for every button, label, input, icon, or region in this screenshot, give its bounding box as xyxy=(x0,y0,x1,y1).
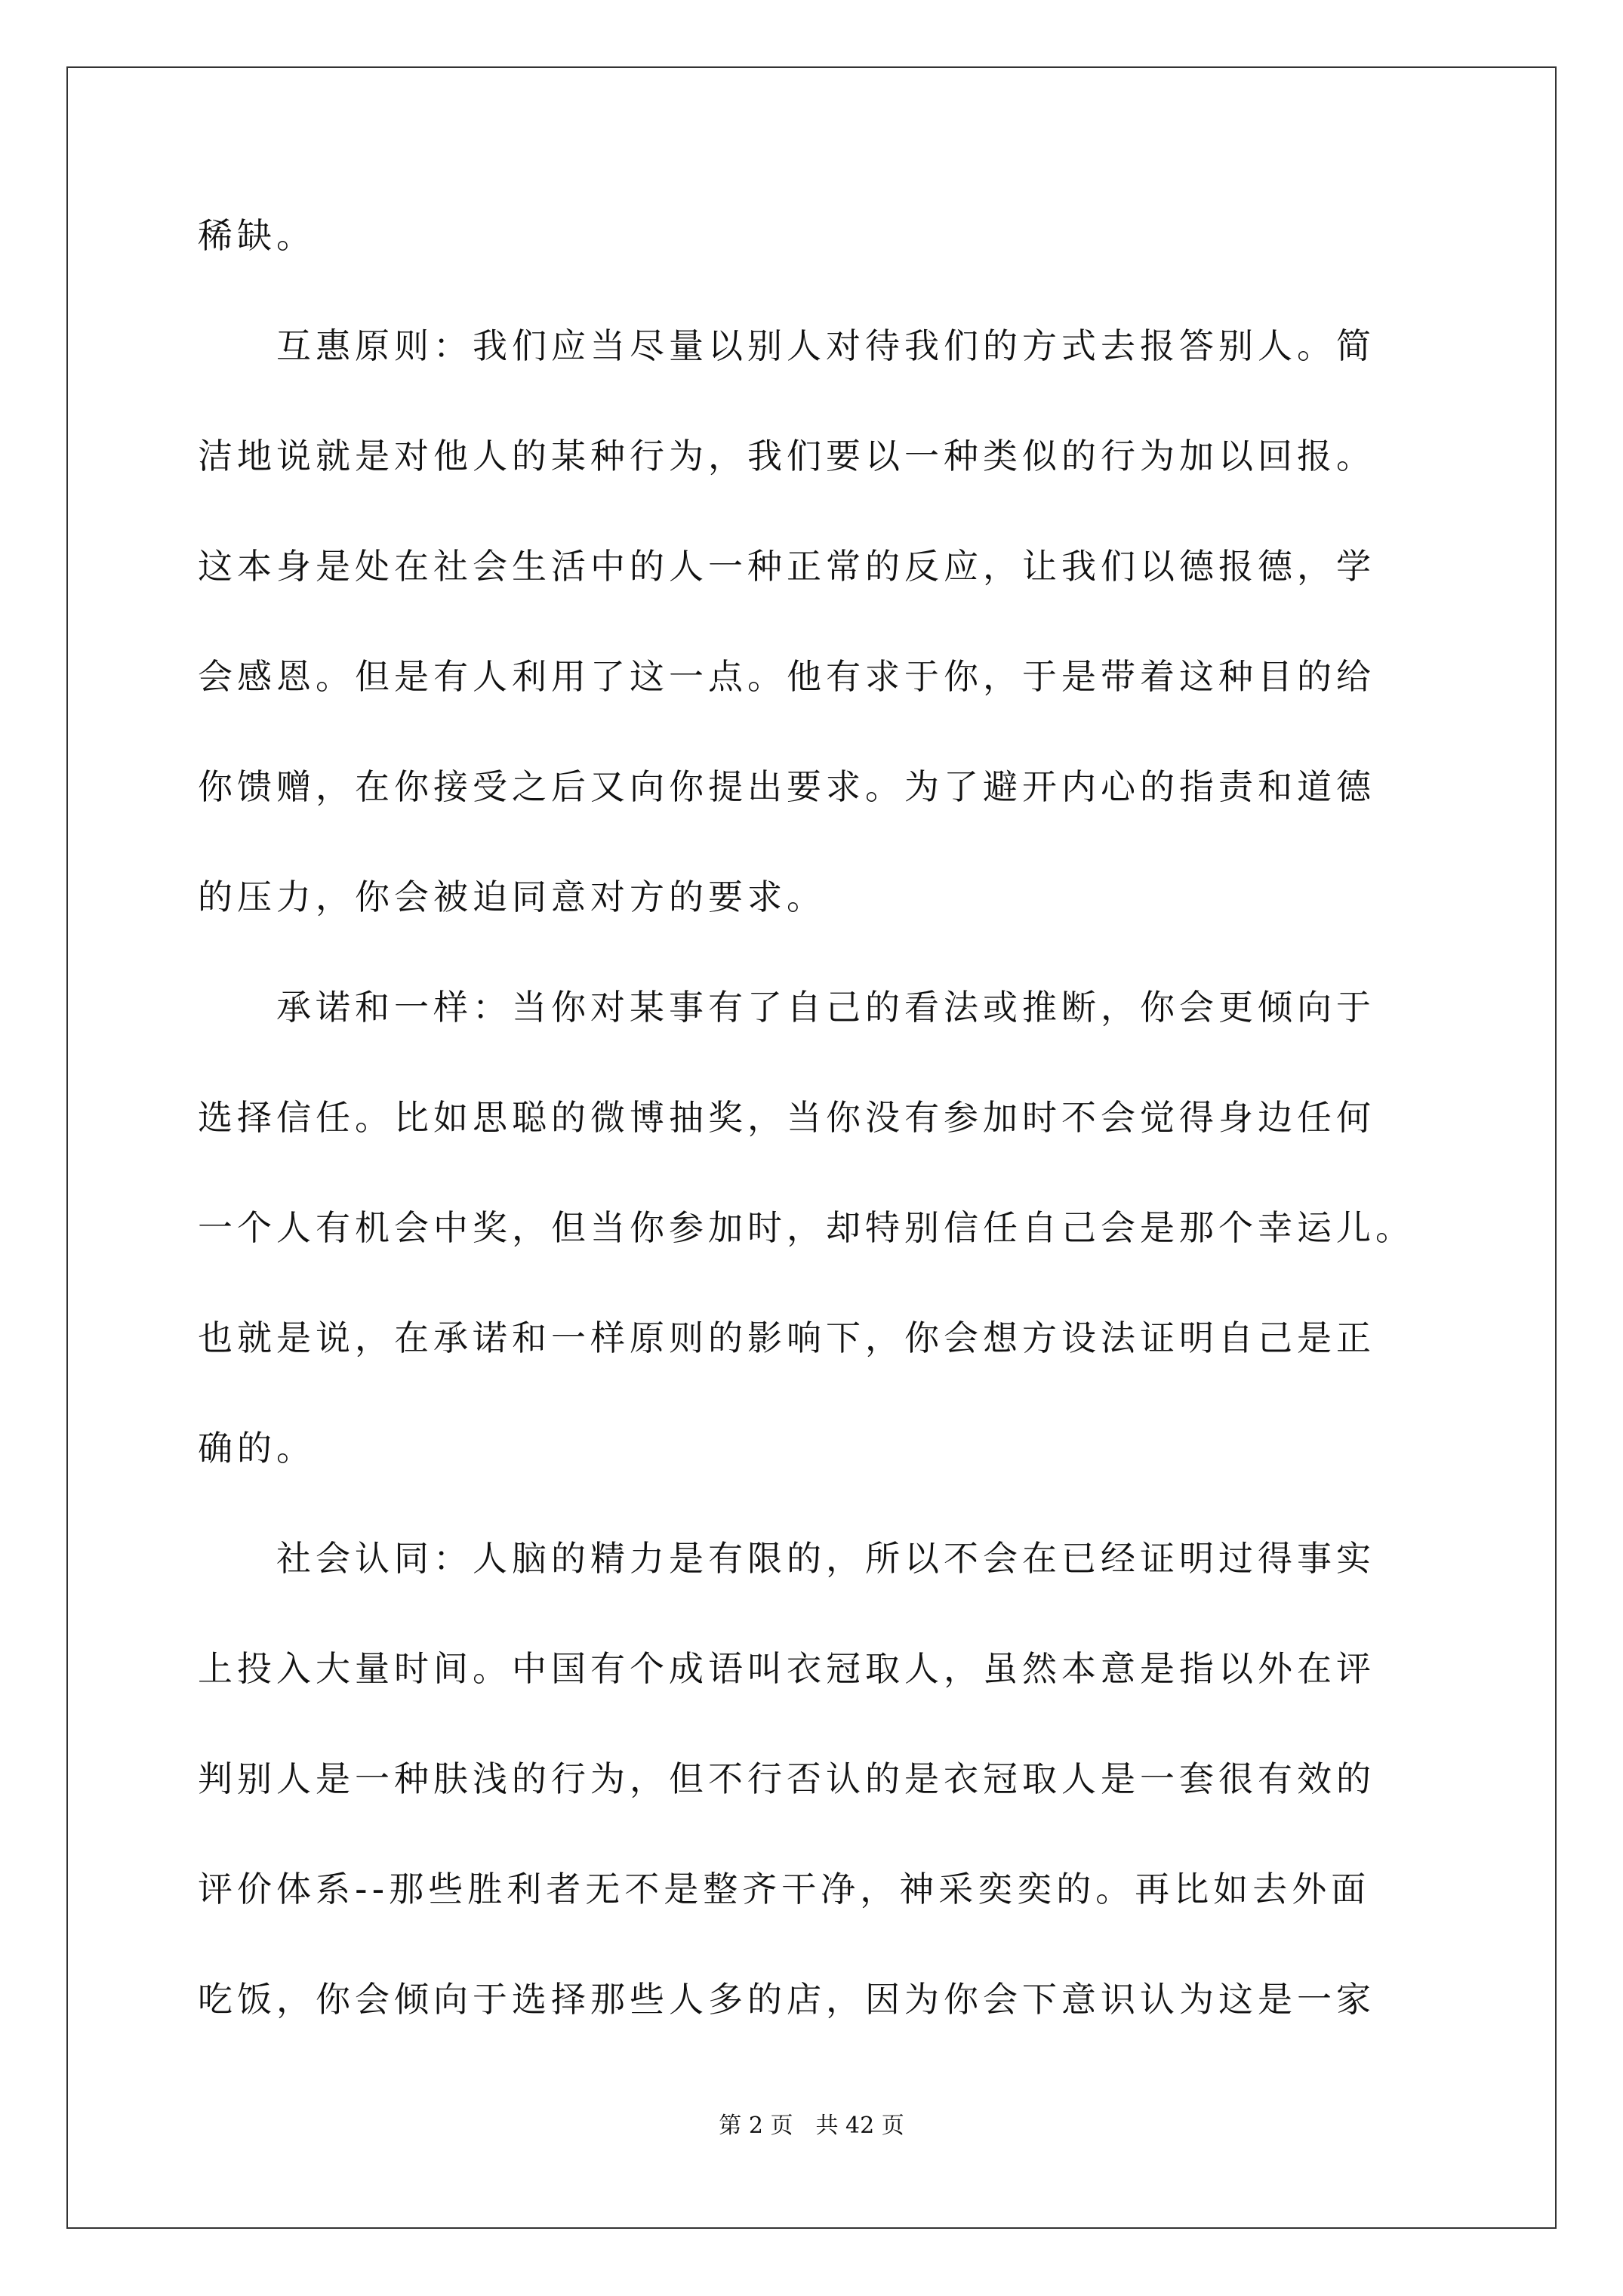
text-line: 吃饭，你会倾向于选择那些人多的店，因为你会下意识认为这是一家 xyxy=(198,1979,1375,2020)
text-line: 这本身是处在社会生活中的人一种正常的反应，让我们以德报德，学 xyxy=(198,546,1375,587)
text-line: 也就是说，在承诺和一样原则的影响下，你会想方设法证明自己是正 xyxy=(198,1318,1375,1358)
text-line: 判别人是一种肤浅的行为，但不行否认的是衣冠取人是一套很有效的 xyxy=(198,1758,1375,1799)
text-line: 确的。 xyxy=(198,1428,316,1469)
text-line: 评价体系--那些胜利者无不是整齐干净，神采奕奕的。再比如去外面 xyxy=(198,1869,1371,1909)
text-line: 会感恩。但是有人利用了这一点。他有求于你，于是带着这种目的给 xyxy=(198,656,1375,697)
text-line: 互惠原则：我们应当尽量以别人对待我们的方式去报答别人。简 xyxy=(198,325,1375,366)
text-line: 洁地说就是对他人的某种行为，我们要以一种类似的行为加以回报。 xyxy=(198,436,1375,476)
text-line: 一个人有机会中奖，但当你参加时，却特别信任自己会是那个幸运儿。 xyxy=(198,1207,1415,1248)
text-line: 社会认同：人脑的精力是有限的，所以不会在已经证明过得事实 xyxy=(198,1538,1375,1579)
text-line: 上投入大量时间。中国有个成语叫衣冠取人，虽然本意是指以外在评 xyxy=(198,1648,1375,1689)
text-line: 承诺和一样：当你对某事有了自己的看法或推断，你会更倾向于 xyxy=(198,987,1375,1028)
text-line: 你馈赠，在你接受之后又向你提出要求。为了避开内心的指责和道德 xyxy=(198,766,1375,807)
text-line: 稀缺。 xyxy=(198,215,316,256)
text-line: 选择信任。比如思聪的微博抽奖，当你没有参加时不会觉得身边任何 xyxy=(198,1097,1375,1138)
page-footer: 第 2 页 共 42 页 xyxy=(719,2113,904,2139)
text-line: 的压力，你会被迫同意对方的要求。 xyxy=(198,877,826,917)
